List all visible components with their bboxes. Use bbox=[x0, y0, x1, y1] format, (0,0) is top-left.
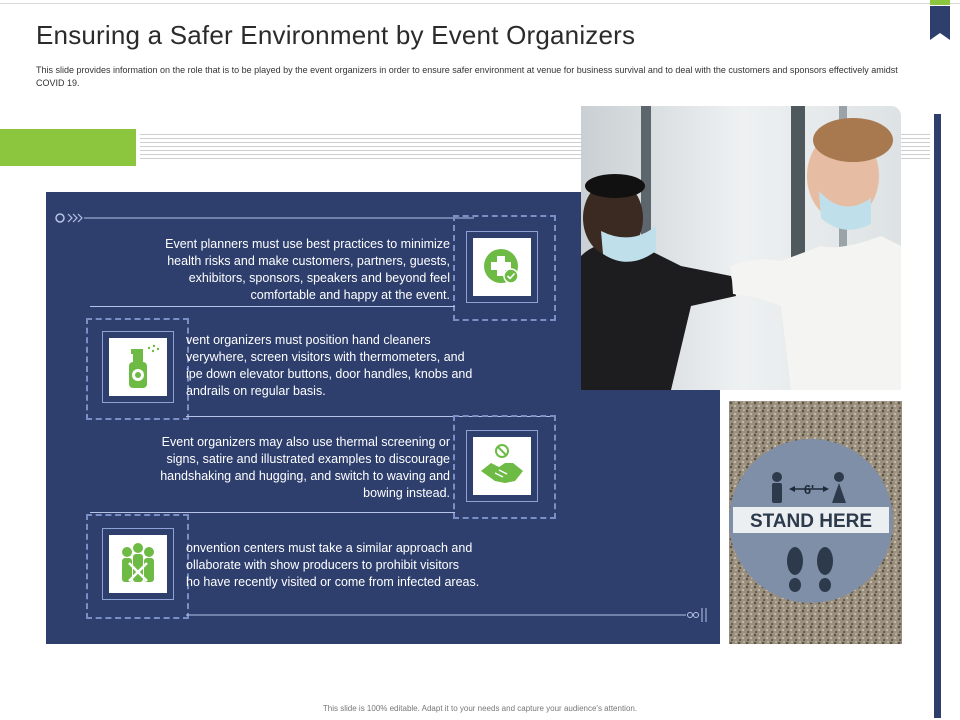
item-3-line: bowing instead. bbox=[363, 486, 450, 500]
no-handshake-icon bbox=[473, 437, 531, 495]
item-3-line: handshaking and hugging, and switch to waving and bbox=[160, 469, 450, 483]
icon-box-3 bbox=[466, 430, 538, 502]
footer-note: This slide is 100% editable. Adapt it to your needs and capture your audience's attention. bbox=[322, 704, 638, 713]
item-2-text bbox=[186, 332, 516, 400]
green-accent-block bbox=[0, 129, 136, 166]
item-3-line: Event organizers may also use thermal screening or bbox=[161, 435, 450, 449]
icon-box-2 bbox=[102, 331, 174, 403]
timeline-start-marker bbox=[54, 210, 474, 226]
health-shield-icon bbox=[473, 238, 531, 296]
item-2-line: vent organizers must position hand cleaners bbox=[186, 333, 431, 347]
item-3-text bbox=[100, 434, 450, 502]
item-4-line: onvention centers must take a similar approach and bbox=[186, 541, 473, 555]
no-crowd-icon bbox=[109, 535, 167, 593]
item-1-text bbox=[100, 236, 450, 304]
item-4-line: ollaborate with show producers to prohibit visitors bbox=[186, 558, 460, 572]
item-3-underline bbox=[90, 512, 455, 513]
bookmark-icon bbox=[930, 0, 950, 44]
item-1-line: health risks and make customers, partners, guests, bbox=[167, 254, 450, 268]
item-1-line: exhibitors, sponsors, speakers and beyond feel bbox=[188, 271, 450, 285]
right-accent-bar bbox=[934, 114, 941, 718]
item-1-underline bbox=[90, 306, 455, 307]
item-2-line: andrails on regular basis. bbox=[186, 384, 326, 398]
item-2-line: verywhere, screen visitors with thermometers, and bbox=[186, 350, 465, 364]
page-title: Ensuring a Safer Environment by Event Organizers bbox=[36, 20, 636, 50]
page-subtitle: This slide provides information on the role that is to be played by the event organizers in order to ensure safer environment at venue for business survival and to deal with the customers and sponsors effectively amidst COVID 19. bbox=[36, 65, 898, 88]
item-4-line: ho have recently visited or come from infected areas. bbox=[186, 575, 480, 589]
elbow-bump-photo bbox=[581, 106, 901, 390]
sanitizer-spray-icon bbox=[109, 338, 167, 396]
timeline-end-marker bbox=[186, 606, 712, 624]
stand-here-photo bbox=[729, 401, 902, 644]
item-1-line: Event planners must use best practices to minimize bbox=[165, 237, 450, 251]
item-2-line: ipe down elevator buttons, door handles, knobs and bbox=[186, 367, 473, 381]
top-divider bbox=[0, 3, 960, 4]
icon-box-4 bbox=[102, 528, 174, 600]
item-1-line: comfortable and happy at the event. bbox=[250, 288, 450, 302]
sign-distance: 6' bbox=[803, 482, 815, 497]
item-4-text bbox=[186, 540, 516, 591]
sign-label: STAND HERE bbox=[749, 511, 873, 532]
item-3-line: signs, satire and illustrated examples to discourage bbox=[166, 452, 450, 466]
icon-box-1 bbox=[466, 231, 538, 303]
